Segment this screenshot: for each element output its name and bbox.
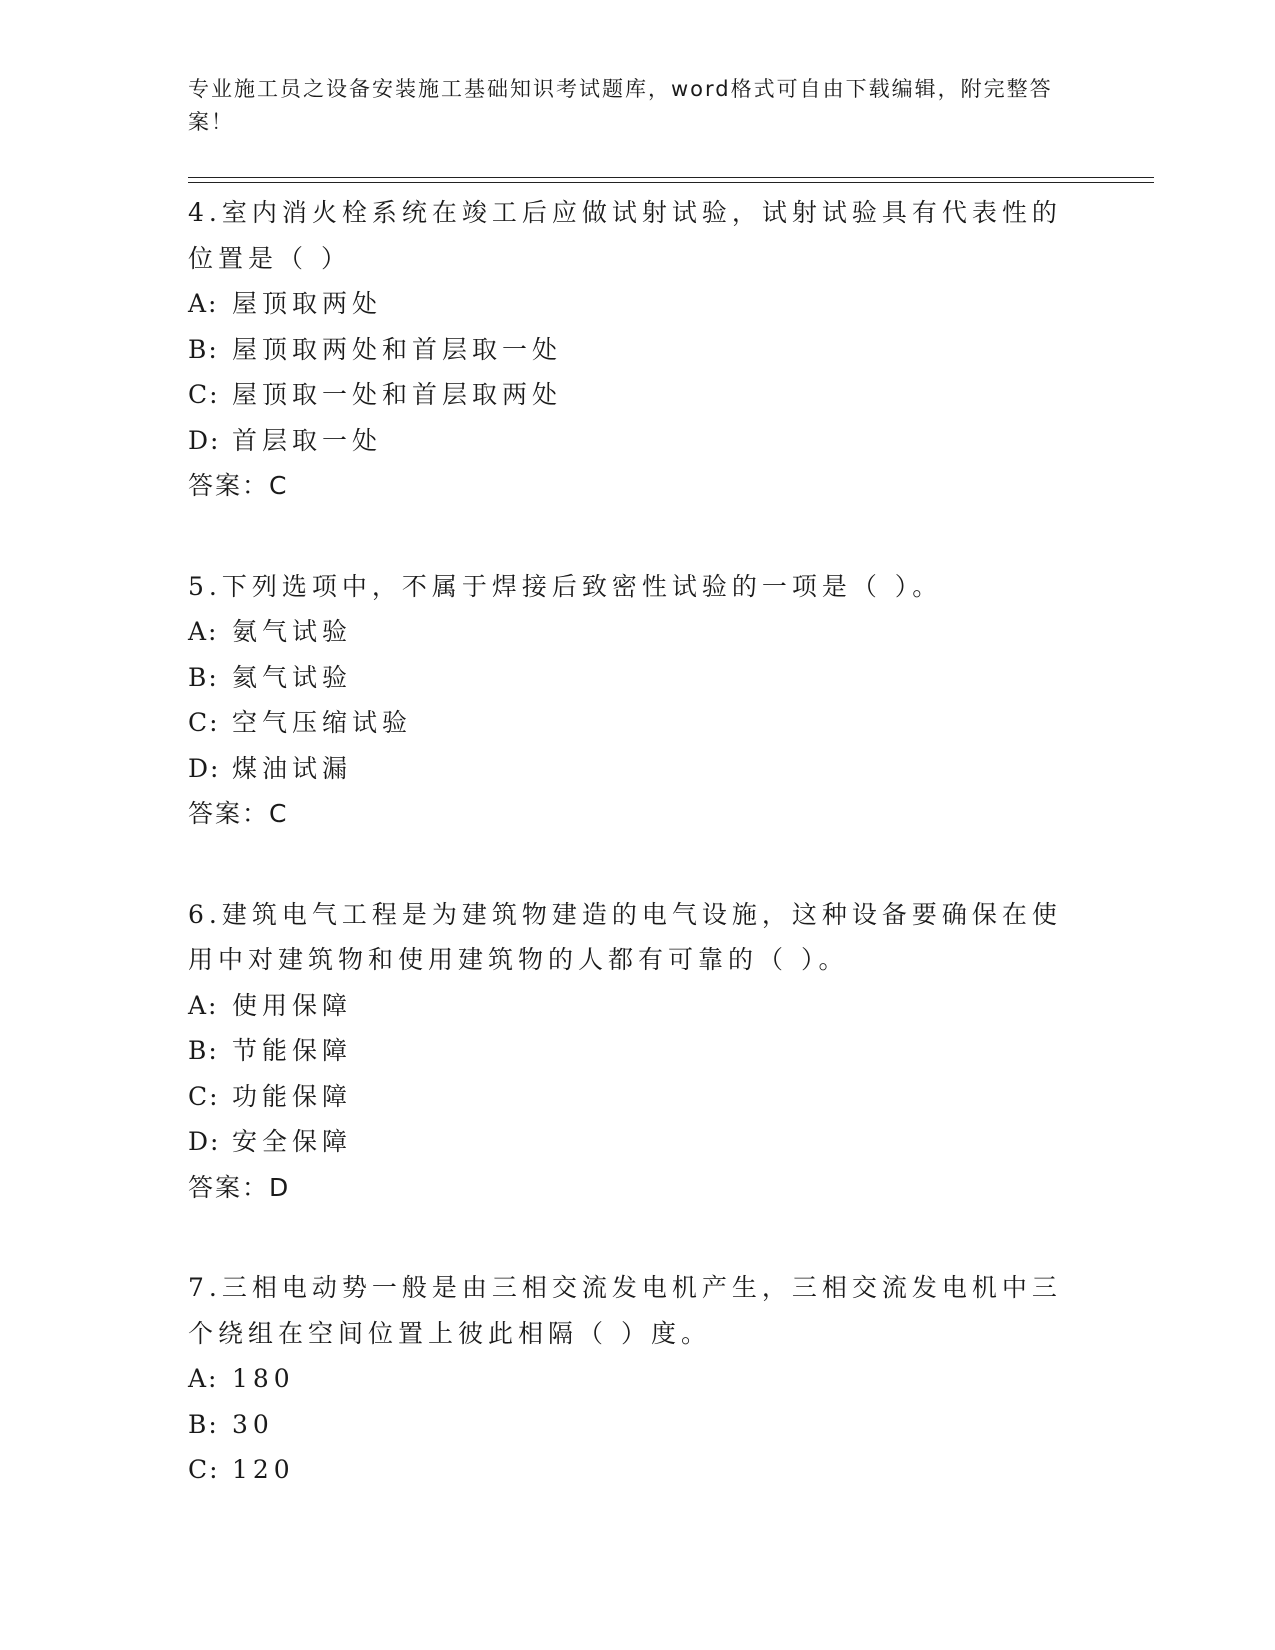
header-divider-bottom xyxy=(188,182,1154,183)
option-c xyxy=(188,1447,1088,1493)
option-c xyxy=(188,700,1088,746)
option-letter: B: xyxy=(188,662,219,692)
option-letter: D: xyxy=(188,753,221,783)
option-text: 煤油试漏 xyxy=(232,753,353,783)
option-text: 屋顶取两处 xyxy=(232,289,383,318)
option-letter: D: xyxy=(188,425,221,455)
option-text: 30 xyxy=(232,1409,274,1439)
option-text: 氦气试验 xyxy=(232,662,353,692)
header-divider-top xyxy=(188,177,1154,178)
option-text: 空气压缩试验 xyxy=(232,708,413,737)
option-letter: B: xyxy=(188,1036,219,1065)
option-letter: A: xyxy=(188,1364,219,1393)
question-stem: 5.下列选项中，不属于焊接后致密性试验的一项是（ ）。 xyxy=(188,571,943,601)
option-b xyxy=(188,1402,1088,1448)
option-a xyxy=(188,281,1088,327)
answer-line: 答案：C xyxy=(188,471,289,500)
option-d xyxy=(188,418,1088,464)
option-letter: C: xyxy=(188,708,220,737)
document-header: 专业施工员之设备安装施工基础知识考试题库，word格式可自由下载编辑，附完整答案！ xyxy=(188,77,1053,134)
answer-line: 答案：C xyxy=(188,799,289,828)
option-letter: D: xyxy=(188,1127,221,1156)
question-list xyxy=(188,190,1088,1548)
option-d xyxy=(188,746,1088,792)
option-b xyxy=(188,655,1088,701)
option-letter: B: xyxy=(188,1409,219,1439)
option-d xyxy=(188,1119,1088,1165)
question-stem: 7.三相电动势一般是由三相交流发电机产生，三相交流发电机中三个绕组在空间位置上彼此相隔（ ）度。 xyxy=(188,1273,1062,1348)
option-letter: B: xyxy=(188,334,219,364)
option-letter: A: xyxy=(188,617,219,646)
option-text: 功能保障 xyxy=(232,1081,353,1111)
option-b xyxy=(188,327,1088,373)
option-text: 180 xyxy=(232,1364,295,1393)
option-text: 120 xyxy=(232,1455,295,1484)
option-text: 首层取一处 xyxy=(232,425,383,455)
option-a xyxy=(188,609,1088,655)
option-a xyxy=(188,983,1088,1029)
question-5 xyxy=(188,564,1088,837)
option-letter: A: xyxy=(188,289,219,318)
question-7 xyxy=(188,1265,1088,1493)
question-stem: 6.建筑电气工程是为建筑物建造的电气设施，这种设备要确保在使用中对建筑物和使用建筑物的人都有可靠的（ ）。 xyxy=(188,899,1062,974)
option-letter: C: xyxy=(188,1081,220,1111)
option-text: 节能保障 xyxy=(232,1036,353,1065)
option-letter: A: xyxy=(188,990,219,1020)
option-text: 屋顶取两处和首层取一处 xyxy=(232,334,563,364)
option-c xyxy=(188,372,1088,418)
option-letter: C: xyxy=(188,1455,220,1484)
option-b xyxy=(188,1028,1088,1074)
option-a xyxy=(188,1356,1088,1402)
option-text: 屋顶取一处和首层取两处 xyxy=(232,380,563,409)
option-text: 安全保障 xyxy=(232,1127,353,1156)
answer-line: 答案：D xyxy=(188,1172,291,1202)
question-4 xyxy=(188,190,1088,509)
option-c xyxy=(188,1074,1088,1120)
option-text: 氨气试验 xyxy=(232,617,353,646)
option-letter: C: xyxy=(188,380,220,409)
question-6 xyxy=(188,892,1088,1211)
question-stem: 4.室内消火栓系统在竣工后应做试射试验，试射试验具有代表性的位置是（ ） xyxy=(188,198,1062,273)
option-text: 使用保障 xyxy=(232,990,353,1020)
